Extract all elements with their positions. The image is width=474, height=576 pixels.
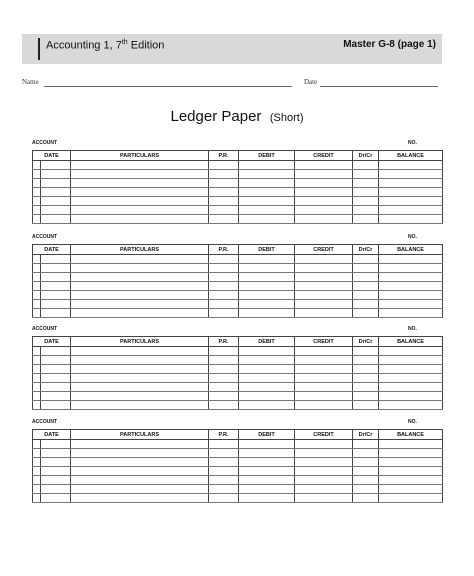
column-drcr: Dr/Cr bbox=[353, 337, 379, 347]
column-drcr: Dr/Cr bbox=[353, 151, 379, 161]
column-particulars: PARTICULARS bbox=[71, 245, 209, 255]
column-date: DATE bbox=[33, 430, 71, 440]
ledger-section-2 bbox=[32, 234, 442, 318]
book-title: Accounting 1, 7th Edition bbox=[46, 39, 165, 52]
ledger-top bbox=[32, 419, 442, 429]
account-no-label: NO. bbox=[408, 419, 417, 425]
table-row bbox=[33, 383, 443, 392]
table-row bbox=[33, 215, 443, 224]
column-pr: P.R. bbox=[209, 337, 239, 347]
ledger-section-1 bbox=[32, 140, 442, 224]
table-row bbox=[33, 264, 443, 273]
table-row bbox=[33, 170, 443, 179]
table-row bbox=[33, 179, 443, 188]
table-row bbox=[33, 206, 443, 215]
ledger-subtitle: (Short) bbox=[269, 112, 304, 124]
table-row bbox=[33, 291, 443, 300]
column-debit: DEBIT bbox=[239, 245, 295, 255]
table-row bbox=[33, 161, 443, 170]
account-no-label: NO. bbox=[408, 234, 417, 240]
table-row bbox=[33, 449, 443, 458]
table-row bbox=[33, 392, 443, 401]
account-label: ACCOUNT bbox=[32, 419, 57, 425]
column-credit: CREDIT bbox=[295, 430, 353, 440]
ledger-top bbox=[32, 140, 442, 150]
table-row bbox=[33, 476, 443, 485]
table-row bbox=[33, 282, 443, 291]
column-particulars: PARTICULARS bbox=[71, 151, 209, 161]
account-label: ACCOUNT bbox=[32, 234, 57, 240]
account-no-label: NO. bbox=[408, 140, 417, 146]
column-date: DATE bbox=[33, 151, 71, 161]
column-balance: BALANCE bbox=[379, 245, 443, 255]
page-title bbox=[0, 108, 474, 126]
ledger-table bbox=[32, 429, 443, 503]
column-balance: BALANCE bbox=[379, 151, 443, 161]
account-no-label: NO. bbox=[408, 326, 417, 332]
ledger-top bbox=[32, 234, 442, 244]
date-line bbox=[320, 86, 438, 87]
name-line bbox=[44, 86, 292, 87]
table-row bbox=[33, 197, 443, 206]
column-date: DATE bbox=[33, 245, 71, 255]
ledger-table bbox=[32, 336, 443, 410]
account-label: ACCOUNT bbox=[32, 140, 57, 146]
column-debit: DEBIT bbox=[239, 337, 295, 347]
ledger-table bbox=[32, 150, 443, 224]
table-row bbox=[33, 467, 443, 476]
column-drcr: Dr/Cr bbox=[353, 245, 379, 255]
ledger-title: Ledger Paper bbox=[170, 108, 262, 125]
table-row bbox=[33, 401, 443, 410]
column-date: DATE bbox=[33, 337, 71, 347]
table-row bbox=[33, 309, 443, 318]
table-row bbox=[33, 300, 443, 309]
ledger-top bbox=[32, 326, 442, 336]
table-row bbox=[33, 440, 443, 449]
header-divider bbox=[38, 38, 40, 60]
account-label: ACCOUNT bbox=[32, 326, 57, 332]
ledger-table bbox=[32, 244, 443, 318]
table-row bbox=[33, 356, 443, 365]
table-row bbox=[33, 485, 443, 494]
column-balance: BALANCE bbox=[379, 337, 443, 347]
table-row bbox=[33, 347, 443, 356]
table-row bbox=[33, 255, 443, 264]
table-row bbox=[33, 273, 443, 282]
column-pr: P.R. bbox=[209, 430, 239, 440]
column-particulars: PARTICULARS bbox=[71, 430, 209, 440]
column-credit: CREDIT bbox=[295, 151, 353, 161]
table-row bbox=[33, 494, 443, 503]
ledger-section-4 bbox=[32, 419, 442, 503]
table-row bbox=[33, 188, 443, 197]
column-credit: CREDIT bbox=[295, 245, 353, 255]
column-drcr: Dr/Cr bbox=[353, 430, 379, 440]
column-balance: BALANCE bbox=[379, 430, 443, 440]
ledger-section-3 bbox=[32, 326, 442, 410]
date-label: Date bbox=[304, 78, 318, 86]
column-credit: CREDIT bbox=[295, 337, 353, 347]
column-debit: DEBIT bbox=[239, 430, 295, 440]
table-row bbox=[33, 365, 443, 374]
column-pr: P.R. bbox=[209, 151, 239, 161]
column-particulars: PARTICULARS bbox=[71, 337, 209, 347]
column-debit: DEBIT bbox=[239, 151, 295, 161]
table-row bbox=[33, 374, 443, 383]
table-row bbox=[33, 458, 443, 467]
column-pr: P.R. bbox=[209, 245, 239, 255]
master-page-label: Master G-8 (page 1) bbox=[343, 39, 436, 50]
name-label: Name bbox=[22, 78, 39, 86]
